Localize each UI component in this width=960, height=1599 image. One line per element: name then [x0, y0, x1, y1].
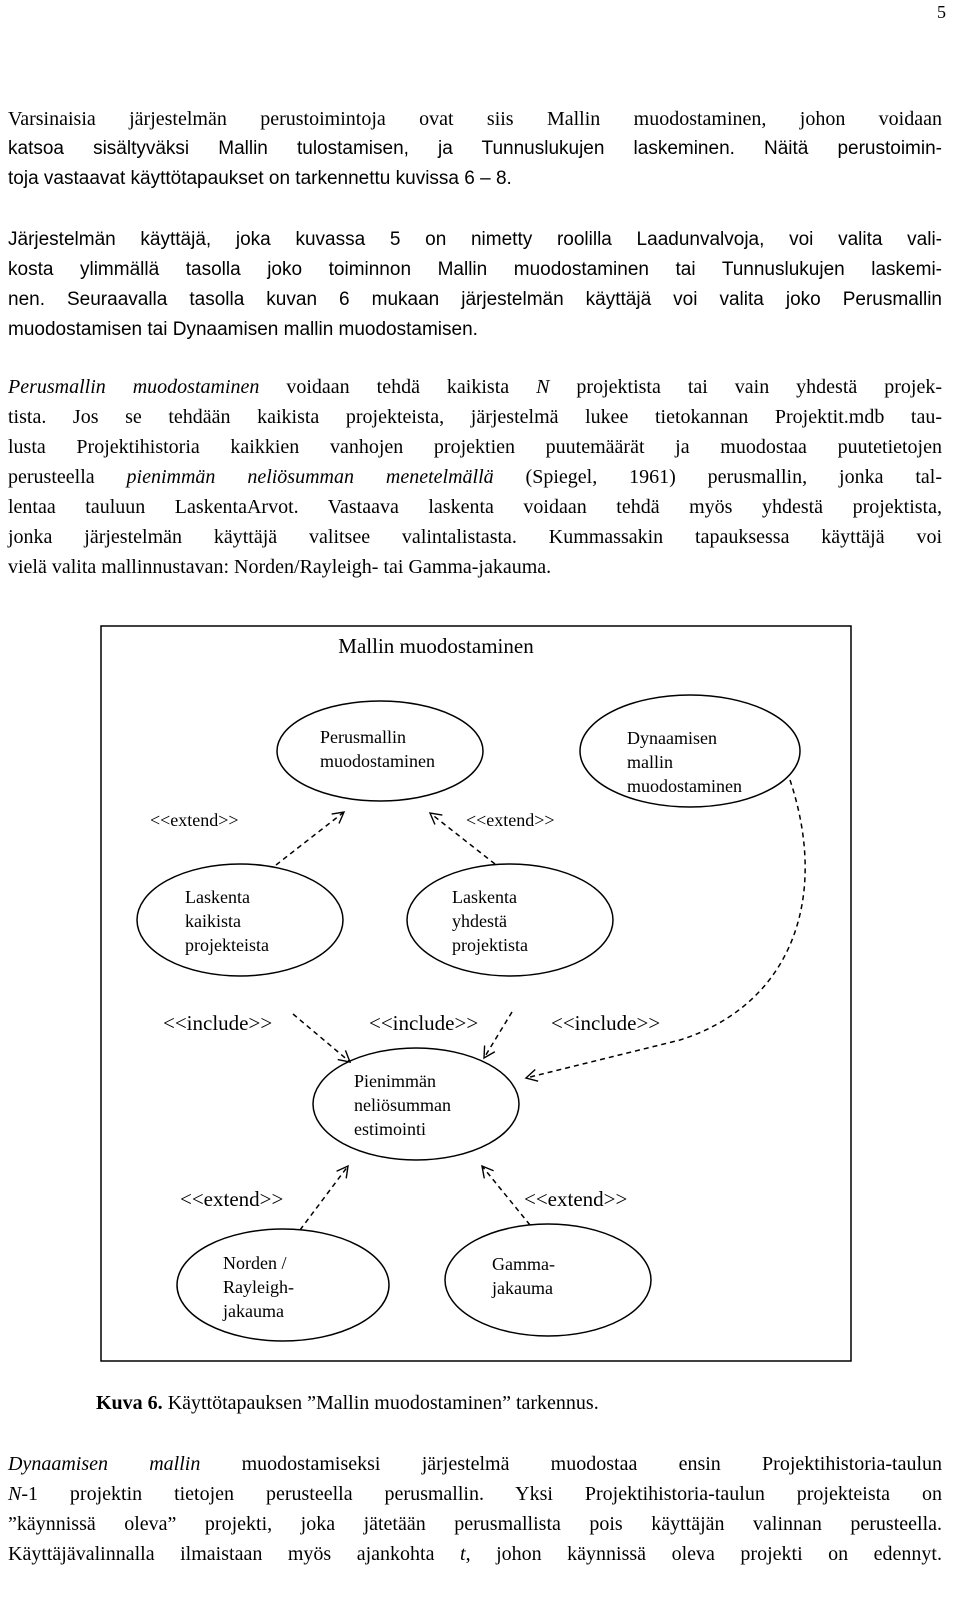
label-line: Laskenta [185, 887, 250, 907]
label-line: Perusmallin [320, 727, 406, 747]
label-include-3: <<include>> [551, 1011, 661, 1035]
text-run: , johon käynnissä oleva projekti on edennyt. [465, 1543, 942, 1565]
text-run: -1 projektin tietojen perusteella perusmallin. Yksi Projektihistoria-taulun projekteista on [21, 1483, 942, 1505]
label-line: muodostaminen [320, 751, 435, 771]
paragraph-4-line: ”käynnissä oleva” projekti, joka jätetään perusmallista pois käyttäjän valinnan perusteella. [8, 1513, 942, 1535]
label-line: Laskenta [452, 887, 517, 907]
diagram-title: Mallin muodostaminen [338, 634, 534, 658]
term-t: t [460, 1543, 466, 1565]
arrow-include-yhdesta [484, 1012, 512, 1058]
label-include-1: <<include>> [163, 1011, 273, 1035]
label-line: muodostaminen [627, 776, 742, 796]
label-norden [222, 1253, 298, 1321]
arrow-extend-kaikista [276, 812, 344, 865]
arrow-include-kaikista [293, 1014, 350, 1062]
paragraph-1-line: toja vastaavat käyttötapaukset on tarkennettu kuvissa 6 – 8. [8, 168, 512, 189]
caption-label: Kuva 6. [96, 1392, 163, 1414]
label-line: Pienimmän [354, 1071, 436, 1091]
label-line: projektista [452, 935, 528, 955]
label-extend-left: <<extend>> [150, 810, 239, 830]
term-perusmallin: Perusmallin muodostaminen [8, 376, 260, 398]
label-pienimman [354, 1071, 456, 1139]
term-method: pienimmän neliösumman menetelmällä [126, 466, 494, 488]
page-number: 5 [937, 2, 946, 22]
caption-text: Käyttötapauksen ”Mallin muodostaminen” tarkennus. [162, 1392, 599, 1414]
paragraph-2-line: nen. Seuraavalla tasolla kuvan 6 mukaan järjestelmän käyttäjä voi valita joko Perusmallin [8, 289, 942, 310]
text-run: (Spiegel, 1961) perusmallin, jonka tal- [493, 466, 942, 488]
label-line: Rayleigh- [223, 1277, 294, 1297]
text-run: projektista tai vain yhdestä projek- [549, 376, 942, 398]
label-line: Norden / [223, 1253, 287, 1273]
paragraph-4-line [8, 1449, 942, 1479]
text-run: Käyttäjävalinnalla ilmaistaan myös ajankohta [8, 1543, 460, 1565]
label-line: kaikista [185, 911, 241, 931]
paragraph-4-line [8, 1479, 942, 1509]
text-run: voidaan tehdä kaikista [259, 376, 537, 398]
label-laskenta-yhdesta [452, 887, 528, 955]
diagram-frame [101, 626, 851, 1361]
paragraph-3-line: jonka järjestelmän käyttäjä valitsee valintalistasta. Kummassakin tapauksessa käyttäjä voi [8, 526, 942, 548]
paragraph-2-line: muodostamisen tai Dynaamisen mallin muodostamisen. [8, 319, 478, 340]
figure-caption [96, 1392, 599, 1415]
paragraph-2-line: Järjestelmän käyttäjä, joka kuvassa 5 on nimetty roolilla Laadunvalvoja, voi valita vali- [8, 229, 942, 250]
label-extend-bottom-right: <<extend>> [524, 1187, 628, 1211]
term-n: N [536, 376, 550, 398]
label-line: jakauma [492, 1278, 553, 1298]
label-include-2: <<include>> [369, 1011, 479, 1035]
label-dynaamisen [627, 728, 742, 796]
arrow-extend-norden [300, 1166, 348, 1230]
term-n: N [8, 1483, 22, 1505]
paragraph-4 [8, 1449, 942, 1569]
label-laskenta-kaikista [185, 887, 269, 955]
label-line: yhdestä [452, 911, 507, 931]
paragraph-2-line: kosta ylimmällä tasolla joko toiminnon Mallin muodostaminen tai Tunnuslukujen laskemi- [8, 259, 942, 280]
paragraph-4-line [8, 1539, 942, 1569]
arrow-extend-gamma [482, 1166, 530, 1225]
label-extend-bottom-left: <<extend>> [180, 1187, 284, 1211]
paragraph-1-line: Varsinaisia järjestelmän perustoimintoja ovat siis Mallin muodostaminen, johon voidaan [8, 108, 942, 130]
label-line: projekteista [185, 935, 269, 955]
text-run: muodostamiseksi järjestelmä muodostaa ensin Projektihistoria-taulun [200, 1453, 943, 1475]
label-line: estimointi [354, 1119, 426, 1139]
paragraph-3-line: vielä valita mallinnustavan: Norden/Rayleigh- tai Gamma-jakauma. [8, 556, 552, 578]
paragraph-3-line: tista. Jos se tehdään kaikista projekteista, järjestelmä lukee tietokannan Projektit.mdb tau- [8, 406, 942, 428]
label-extend-right: <<extend>> [466, 810, 555, 830]
label-line: Dynaamisen [627, 728, 717, 748]
paragraph-1-line: katsoa sisältyväksi Mallin tulostamisen, ja Tunnuslukujen laskeminen. Näitä perustoimin- [8, 138, 942, 159]
label-line: neliösumman [354, 1095, 451, 1115]
label-line: mallin [627, 752, 673, 772]
text-run: perusteella [8, 466, 127, 488]
paragraph-3-line: lusta Projektihistoria kaikkien vanhojen projektien puutemäärät ja muodostaa puutetietojen [8, 436, 942, 458]
label-perusmallin [320, 727, 435, 771]
label-line: Gamma- [492, 1254, 555, 1274]
term-dynaamisen: Dynaamisen mallin [8, 1453, 201, 1475]
label-line: jakauma [223, 1301, 284, 1321]
paragraph-3-line: lentaa tauluun LaskentaArvot. Vastaava laskenta voidaan tehdä myös yhdestä projektista, [8, 496, 942, 518]
label-gamma [491, 1254, 559, 1298]
